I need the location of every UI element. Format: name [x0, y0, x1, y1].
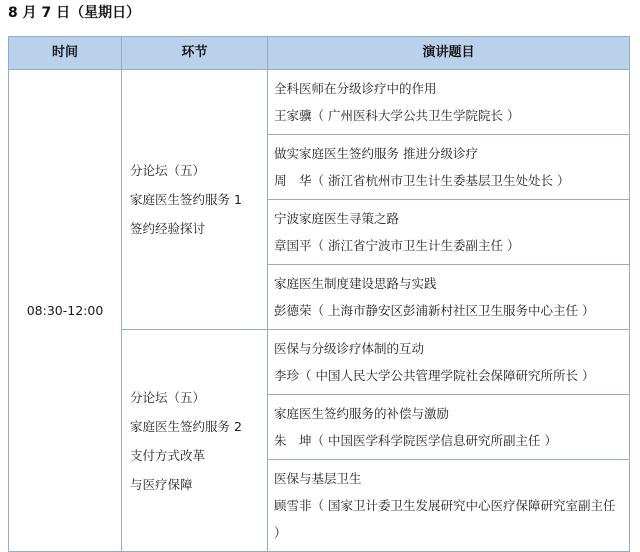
talk-cell	[268, 265, 630, 330]
session-cell-2	[122, 330, 268, 552]
header-session: 环节	[122, 37, 268, 70]
talk-speaker: 彭德荣（ 上海市静安区彭浦新村社区卫生服务中心主任 ）	[274, 303, 595, 318]
talk-speaker: 王家骥（ 广州医科大学公共卫生学院院长 ）	[274, 108, 520, 123]
talk-title: 家庭医生制度建设思路与实践	[274, 276, 437, 291]
talk-speaker: 顾雪非（ 国家卫计委卫生发展研究中心医疗保障研究室副主任 ）	[274, 498, 616, 540]
header-topic: 演讲题目	[268, 37, 630, 70]
talk-cell	[268, 460, 630, 552]
talk-speaker: 章国平（ 浙江省宁波市卫生计生委副主任 ）	[274, 238, 520, 253]
talk-cell	[268, 395, 630, 460]
session-line: 支付方式改革	[130, 447, 206, 463]
talk-speaker: 朱 坤（ 中国医学科学院医学信息研究所副主任 ）	[274, 433, 557, 448]
session-line: 分论坛（五）	[130, 163, 206, 178]
talk-title: 全科医师在分级诊疗中的作用	[274, 81, 437, 96]
talk-title: 医保与基层卫生	[274, 471, 362, 486]
talk-cell	[268, 70, 630, 135]
talk-title: 家庭医生签约服务的补偿与激励	[274, 406, 450, 421]
talk-speaker: 周 华（ 浙江省杭州市卫生计生委基层卫生处处长 ）	[274, 173, 570, 188]
table-row	[9, 70, 630, 135]
talk-cell	[268, 135, 630, 200]
talk-title: 医保与分级诊疗体制的互动	[274, 341, 425, 356]
schedule-table	[8, 36, 630, 552]
talk-cell	[268, 330, 630, 395]
header-time: 时间	[9, 37, 122, 70]
date-heading: 8 月 7 日（星期日）	[8, 5, 141, 21]
table-header-row	[9, 37, 630, 70]
talk-speaker: 李珍（ 中国人民大学公共管理学院社会保障研究所所长 ）	[274, 368, 595, 383]
talk-title: 做实家庭医生签约服务 推进分级诊疗	[274, 146, 478, 161]
talk-cell	[268, 200, 630, 265]
talk-title: 宁波家庭医生寻策之路	[274, 211, 400, 226]
time-cell: 08:30-12:00	[9, 70, 122, 552]
session-line: 家庭医生签约服务 2	[130, 418, 242, 434]
session-cell-1	[122, 70, 268, 330]
session-line: 分论坛（五）	[130, 389, 206, 405]
session-line: 签约经验探讨	[130, 221, 206, 236]
session-line: 家庭医生签约服务 1	[130, 192, 242, 207]
session-line: 与医疗保障	[130, 476, 193, 492]
